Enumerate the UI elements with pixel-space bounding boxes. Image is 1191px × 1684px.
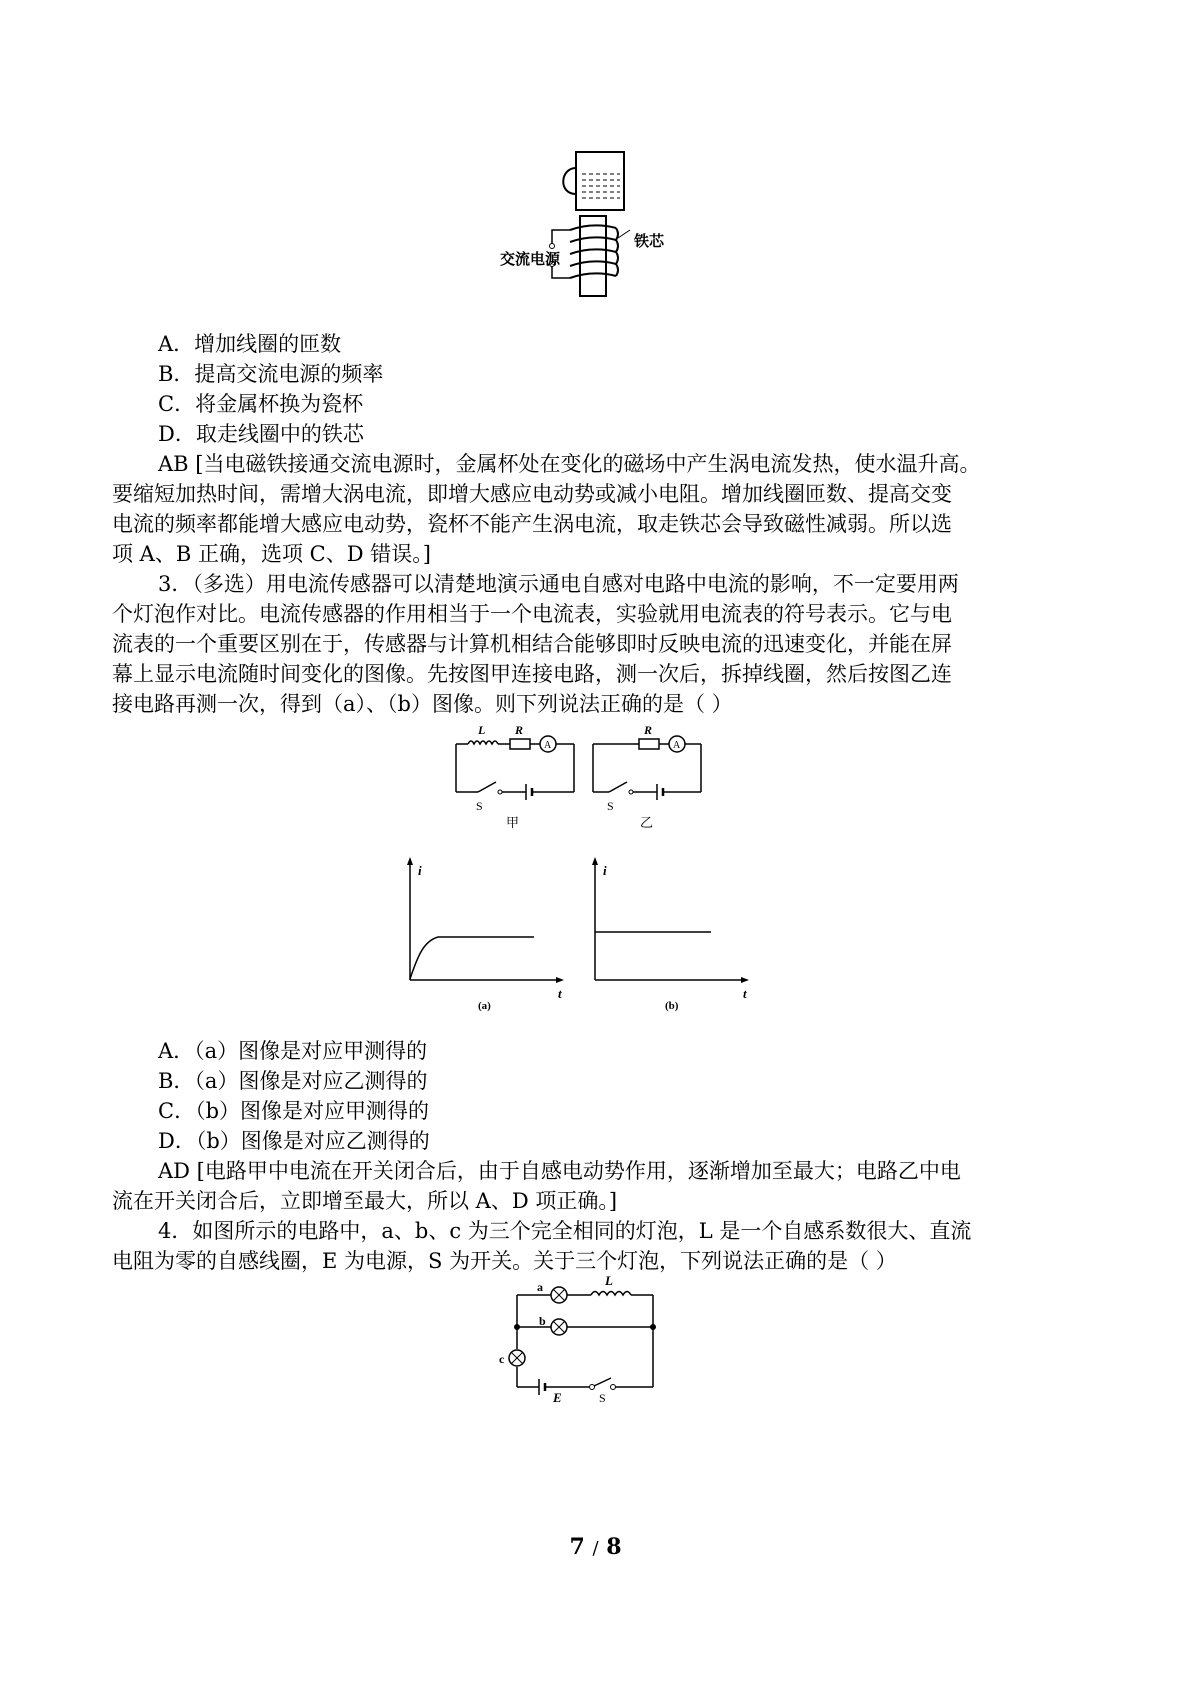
inductor-label: L [478,723,486,737]
q4-stem-line: 电阻为零的自感线圈，E 为电源，S 为开关。关于三个灯泡，下列说法正确的是（ ） [112,1249,897,1273]
graph-a [400,855,570,1024]
switch-label: S [599,1391,606,1405]
source-label: E [553,1390,562,1405]
q3-option-a: A．（a）图像是对应甲测得的 [158,1039,428,1063]
q2-answer-line: AB [当电磁铁接通交流电源时，金属杯处在变化的磁场中产生涡电流发热，使水温升高。 [158,452,981,476]
ac-source-label: 交流电源 [500,250,561,268]
y-axis-label: i [418,863,422,878]
circuit-caption: 乙 [640,815,654,830]
inductor-coil [591,1292,631,1296]
q3-stem-line: 流表的一个重要区别在于，传感器与计算机相结合能够即时反映电流的迅速变化，并能在屏 [112,632,952,656]
page-number [0,1534,1191,1560]
x-axis-label: t [558,986,562,1001]
q3-answer-line: 流在开关闭合后，立即增至最大，所以 A、D 项正确。] [112,1189,618,1213]
q3-stem-line: 个灯泡作对比。电流传感器的作用相当于一个电流表，实验就用电流表的符号表示。它与电 [112,602,952,626]
q2-option-c: C．将金属杯换为瓷杯 [158,392,364,416]
switch-blade [594,1378,611,1386]
lamp-b [551,1319,567,1335]
q2-answer-line: 项 A、B 正确，选项 C、D 错误。] [112,542,431,566]
lamp-b-label: b [539,1314,546,1328]
graph-caption: (b) [665,1000,679,1012]
q3-answer-line: AD [电路甲中电流在开关闭合后，由于自感电动势作用，逐渐增加至最大；电路乙中电 [158,1159,961,1183]
lamp-c-label: c [499,1352,505,1366]
circuit-caption: 甲 [506,815,520,830]
x-axis-label: t [743,986,747,1001]
y-axis-label: i [603,863,607,878]
circuit-yi [585,722,715,836]
circuit-jia [448,722,583,836]
q3-stem-line: 幕上显示电流随时间变化的图像。先按图甲连接电路，测一次后，拆掉线圈，然后按图乙连 [112,662,952,686]
resistor [639,739,659,749]
lamp-c [509,1350,525,1366]
page-total: 8 [606,1534,622,1560]
ammeter-label: A [673,740,681,751]
graph-b [585,855,755,1024]
q3-stem-line: 3．（多选）用电流传感器可以清楚地演示通电自感对电路中电流的影响，不一定要用两 [158,572,959,596]
q3-stem-line: 接电路再测一次，得到（a）、（b）图像。则下列说法正确的是（ ） [112,692,733,716]
resistor [510,739,530,749]
switch-blade [609,782,627,792]
q3-option-b: B．（a）图像是对应乙测得的 [158,1069,428,1093]
graph-caption: (a) [478,1000,491,1012]
current-curve [410,937,534,979]
switch-label: S [476,799,483,813]
q3-option-c: C．（b）图像是对应甲测得的 [158,1099,430,1123]
q2-option-a: A．增加线圈的匝数 [158,332,342,356]
q2-option-b: B．提高交流电源的频率 [158,362,384,386]
q4-stem-line: 4．如图所示的电路中，a、b、c 为三个完全相同的灯泡，L 是一个自感系数很大、直流 [158,1219,972,1243]
cup-coil-figure [500,150,730,306]
page-current: 7 [569,1534,585,1560]
switch-label: S [607,799,614,813]
ammeter-label: A [544,740,552,751]
lamp-a-label: a [537,1280,543,1294]
q2-answer-line: 要缩短加热时间，需增大涡电流，即增大感应电动势或减小电阻。增加线圈匝数、提高交变 [112,482,952,506]
switch-blade [478,782,496,792]
resistor-label: R [515,723,524,737]
inductor-label: L [605,1275,613,1288]
iron-core-label: 铁芯 [634,232,665,250]
q2-answer-line: 电流的频率都能增大感应电动势，瓷杯不能产生涡电流，取走铁芯会导致磁性减弱。所以选 [112,512,952,536]
q2-option-d: D．取走线圈中的铁芯 [158,422,364,446]
inductor-coil [468,741,498,744]
q4-circuit [495,1275,670,1409]
q3-option-d: D．（b）图像是对应乙测得的 [158,1129,430,1153]
page-separator: / [592,1538,599,1559]
resistor-label: R [644,723,653,737]
lamp-a [551,1287,567,1303]
